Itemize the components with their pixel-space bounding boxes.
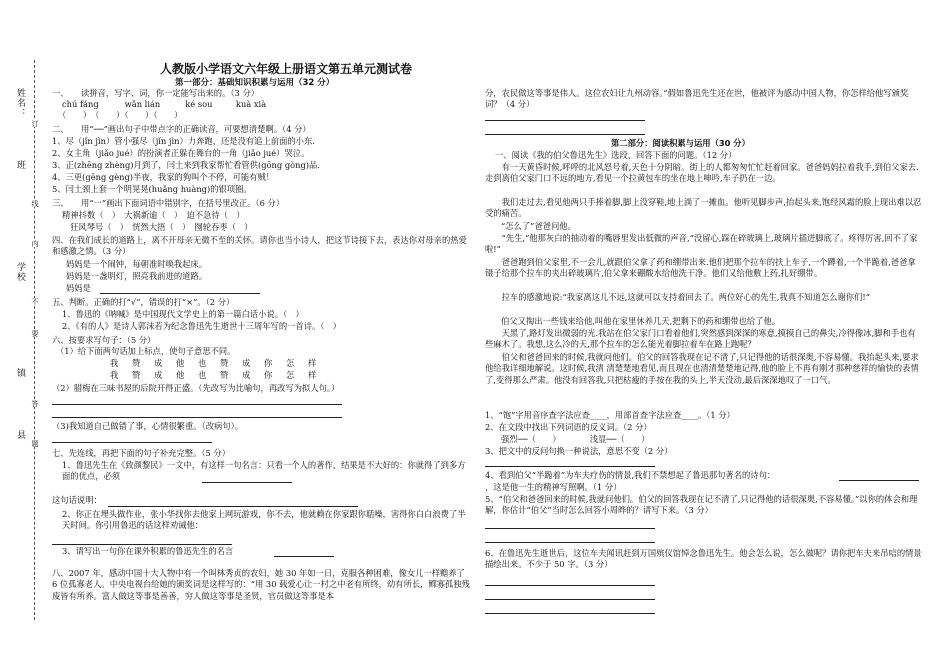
passage-paragraph: 爸爸跑到伯父家里,不一会儿,就跟伯父拿了药和绷带出来.他们把那个拉车的扶上车子,一个蹲着,一个半跪着,爸爸拿镊子给那个拉车的夹出碎玻璃片,伯父拿来硼酸水给他洗干净。他们又给他敷上药,扎好绷带。: [485, 257, 916, 279]
q2-item: 2、女主角（jiǎo jué）的扮演者正躲在舞台的一角（jiǎo jué）哭泣。: [52, 148, 310, 158]
antonym-pairs: 强烈──（ ） 浅显──（ ）: [501, 434, 650, 444]
grid-char: 也: [198, 370, 207, 380]
binding-mark: 题: [31, 440, 39, 447]
q2-item: 4、三更(gēng gèng)半夜，我家的狗叫个不停，可能有贼！: [52, 172, 275, 182]
answer-line[interactable]: [839, 480, 919, 481]
q5-item: 1、鲁迅的《呐喊》是中国现代文学史上的第一篇白话小说。（ ）: [62, 309, 304, 319]
passage-paragraph: “先生,”他那灰白的抽动着的嘴唇里发出低微的声音,“没留心,踩在碎玻璃上,玻璃片插进脚底了。疼得厉害,回不了家啦!”: [485, 233, 918, 255]
answer-line[interactable]: [202, 482, 292, 483]
binding-margin: [0, 0, 50, 672]
grid-char: 我: [110, 370, 119, 380]
poem-line: 妈妈是一个闹钟，每朝准时唤我起床。: [66, 259, 208, 269]
answer-line[interactable]: [52, 404, 342, 405]
question-8-continued: 分，农民做这等事是伟人。这位农妇让九州动容。”假如鲁迅先生还在世，他被评为感动中国人物，你怎样给他写颁奖词？（4 分）: [485, 88, 909, 110]
q6-part-1: （1）给下面两句话加上标点，使句子意思不同。: [56, 346, 236, 356]
binding-mark: 不: [31, 298, 39, 305]
answer-line[interactable]: [485, 120, 645, 121]
q3-row: 精神抖数（ ） 大祸新逾（ ） 迫不急待（ ）: [62, 210, 245, 220]
passage-paragraph: 伯父和爸爸回来的时候,我就问他们。伯父的回答我现在记不清了,只记得他的话很深奥,不容易懂。我抬起头来,要求他给我详细地解说。这时候,我清 清楚楚地看见,而且现在也清清楚楚地记得,他的脸上不再有刚才那种慈祥的愉快的表情了,变得那么严肃。他没有回答我,只把枯瘦的手按在我的头上,半天没动,最后深深地叹了一口气。: [485, 352, 919, 385]
question-2: 二、 用“──”画出句子中带点字的正确读音，可要想清楚啊。（4 分）: [52, 124, 311, 134]
q6-part-3: （3)我知道自己做错了事，心情很繁重。（改病句）。: [52, 421, 244, 431]
grid-char: 赞: [132, 370, 141, 380]
q7-item-3: 3、请写出一句你在课外积累的鲁迅先生的名言: [62, 546, 234, 556]
grid-char: 他: [176, 358, 185, 368]
q2-item: 5、闫土颈上套一个明晃晃(huǎng huàng)的银项圈。: [52, 184, 252, 194]
passage-paragraph: 伯父又掏出一些钱来给他,叫他在家里休养几天,把剩下的药和绷带也给了他。: [501, 316, 781, 326]
question-4: 四、在我们成长的道路上，离不开母亲无微不至的关怀。请你也当小诗人，把这节诗接下去，表达你对母亲的热爱和感激之情。（3 分）: [52, 235, 467, 257]
grid-char: 赞: [220, 358, 229, 368]
grid-char: 怎: [286, 358, 295, 368]
answer-line[interactable]: [52, 442, 212, 443]
question-1: 一、 读拼音，写字、词，你一定能写出来的。（3 分）: [52, 88, 260, 98]
reading-question-5: 5、“伯父和爸爸回来的时候,我就问他们。伯父的回答我现在记不清了,只记得他的话很深奥,不容易懂。”以你的体会和理解，你估计“伯父”当时怎么回答小周晔的？请写下来。（3 分）: [485, 494, 918, 516]
binding-mark: 订: [31, 120, 39, 127]
grid-char: 成: [154, 358, 163, 368]
answer-line[interactable]: [52, 544, 232, 545]
reading-question-4-cont: ，这是他一生的精神写照啊。（1 分）: [485, 482, 622, 492]
reading-question-1: 1、“饱”字用音序查字法应查____，用部首查字法应查____。（1 分）: [485, 410, 735, 420]
q7-item-1: 1、鲁迅先生在《致颜黎民》一文中，有这样一句名言：只看一个人的著作，结果是不大好的：你就得了到多方面的优点，必须: [62, 460, 466, 482]
answer-line[interactable]: [485, 542, 655, 543]
answer-line[interactable]: [485, 134, 645, 135]
binding-mark: 答: [31, 400, 39, 407]
answer-line[interactable]: [485, 528, 655, 529]
grid-char: 怎: [286, 370, 295, 380]
binding-mark: 要: [31, 330, 39, 337]
answer-line[interactable]: [485, 466, 655, 467]
sentence-grid-row: [110, 370, 330, 381]
grid-char: 样: [308, 370, 317, 380]
grid-char: 也: [198, 358, 207, 368]
passage-paragraph: 拉车的感激地说:“我家离这儿不远,这就可以支持着回去了。两位好心的先生,我真不知道怎么谢你们!”: [501, 292, 870, 302]
question-8: 八、2007 年，感动中国十大人物中有一个叫林秀贞的农妇，她 30 年如一日，克服各种困难，像女儿一样赡养了 6 位孤寡老人。中央电视台给她的颁奖词是这样写的：“用 30 载爱心让一村之中老有所终，幼有所长，鳏寡孤独残废皆有所养。富人做这等事是善善，穷人做这等事是圣贤，官员做这等事是本: [52, 568, 470, 601]
answer-line[interactable]: [485, 585, 655, 586]
q2-item: 1、尽（jǐn jìn）管小强尽（jǐn jìn）力奔跑，还是没有追上前面的小东.: [52, 136, 315, 146]
q2-item: 3、正(zhēng zhèng)月到了，闫土来到我家帮忙看管供(gōng gòng)品.: [52, 160, 320, 170]
answer-line[interactable]: [108, 506, 358, 507]
question-7: 七、先连线，再把下面的句子补充完整。（5 分）: [52, 448, 231, 458]
pinyin-row: [62, 99, 286, 110]
answer-line[interactable]: [274, 556, 334, 557]
passage-paragraph: 我们走过去,看见他两只手捧着脚,脚上没穿鞋,地上淌了一摊血。他听见脚步声,抬起头来,饱经风霜的脸上现出难以忍受的痛苦。: [485, 197, 922, 219]
passage-paragraph: 有一天黄昏时候,呼呼的北风怒号着,天色十分阴暗。街上的人都匆匆忙忙赶着回家。爸爸妈妈拉着我手,到伯父家去.走到离伯父家门口不远的地方,看见一个拉黄包车的坐在地上呻吟,车子扔在一边。: [485, 162, 919, 184]
q3-row: 狂风琴号（ ） 恍然大捂（ ） 囫轮吞枣（ ）: [70, 222, 253, 232]
q6-part-2: （2）腊梅在三味书屋的后院开得正盛。（先改写为比喻句，再改写为拟人句。）: [52, 383, 340, 393]
grid-char: 他: [176, 370, 185, 380]
reading-question-2: 2、在文段中找出下列词语的反义词。（2 分）: [485, 422, 652, 432]
county-label: 县: [15, 430, 25, 440]
passage-paragraph: 天黑了,路灯发出微弱的光.我站在伯父家门口看着他们,突然感到深深的寒意,摸摸自己的鼻尖,冷得像冰,脚和手也有些麻木了。我想,这么冷的天,那个拉车的怎么能光着脚拉着车在路上跑呢？: [485, 328, 916, 350]
answer-parens: （ ） （ ）（ ）（ ）: [58, 110, 183, 120]
q7-saying: 这句话说明：: [52, 495, 102, 505]
q7-item-2: 2、你正在埋头做作业，张小华找你去他家上网玩游戏，你不去，他就赖在你家跟你聒噪，害得你白白浪费了半天时间。你引用鲁迅的话这样劝诫他：: [62, 509, 466, 531]
reading-intro: 一、阅读《我的伯父鲁迅先生》选段，回答下面的问题。（12 分）: [495, 150, 737, 160]
question-6: 六、按要求写句子：（5 分）: [52, 335, 156, 345]
answer-line[interactable]: [485, 613, 655, 614]
grid-char: 成: [242, 358, 251, 368]
binding-mark: 线: [31, 200, 39, 207]
name-label: 姓名：: [15, 88, 25, 118]
passage-paragraph: “怎么了”爸爸问他。: [501, 221, 576, 231]
answer-line[interactable]: [485, 599, 655, 600]
sentence-grid-row: [110, 358, 330, 369]
grid-char: 你: [264, 370, 273, 380]
poem-line: 妈妈是: [66, 283, 91, 293]
binding-dashed-line: [34, 60, 35, 620]
pinyin-2: wǎn lián: [124, 99, 161, 109]
grid-char: 成: [154, 370, 163, 380]
question-3: 三、 用“一”画出下面词语中错别字，在括号里改正。（6 分）: [52, 198, 285, 208]
reading-question-4: 4、看到伯父“半跪着”为车夫疗伤的情景,我们不禁想起了鲁迅那句著名的诗句：: [485, 470, 776, 480]
grid-char: 我: [110, 358, 119, 368]
school-label: 学校: [15, 262, 25, 282]
part2-heading: 第二部分：阅读积累与运用（30 分）: [611, 138, 750, 148]
question-5: 五、判断。正确的打“√”，错误的打“×”。（2 分）: [52, 297, 235, 307]
reading-question-3: 3、把文中的反问句换一种说法，意思不变（2 分）: [485, 446, 673, 456]
grid-char: 成: [242, 370, 251, 380]
grid-char: 赞: [132, 358, 141, 368]
part1-heading: 第一部分：基础知识积累与运用（32 分）: [175, 78, 335, 88]
exam-title: 人教版小学语文六年级上册语文第五单元测试卷: [160, 62, 413, 76]
q5-item: 2、《有的人》是诗人郭沫若为纪念鲁迅先生逝世十三周年写的一首诗。（ ）: [62, 321, 342, 331]
grid-char: 样: [308, 358, 317, 368]
grid-char: 你: [264, 358, 273, 368]
poem-line: 妈妈是一盏明灯，照亮我前进的道路。: [66, 271, 208, 281]
answer-line[interactable]: [52, 417, 342, 418]
grid-char: 赞: [220, 370, 229, 380]
town-label: 镇: [15, 368, 25, 378]
pinyin-1: chú fáng: [62, 99, 99, 109]
reading-question-6: 6、在鲁迅先生逝世后，这位车夫闻讯赶到万国殡仪馆悼念鲁迅先生。他会怎么说，怎么做呢？请你把车夫来吊唁的情景描绘出来。不少于 50 字。（3 分）: [485, 548, 922, 570]
pinyin-4: kuà xià: [235, 99, 267, 109]
answer-line[interactable]: [100, 293, 260, 294]
class-label: 班: [15, 160, 25, 170]
pinyin-3: ké sou: [185, 99, 213, 109]
binding-mark: 内: [31, 240, 39, 247]
